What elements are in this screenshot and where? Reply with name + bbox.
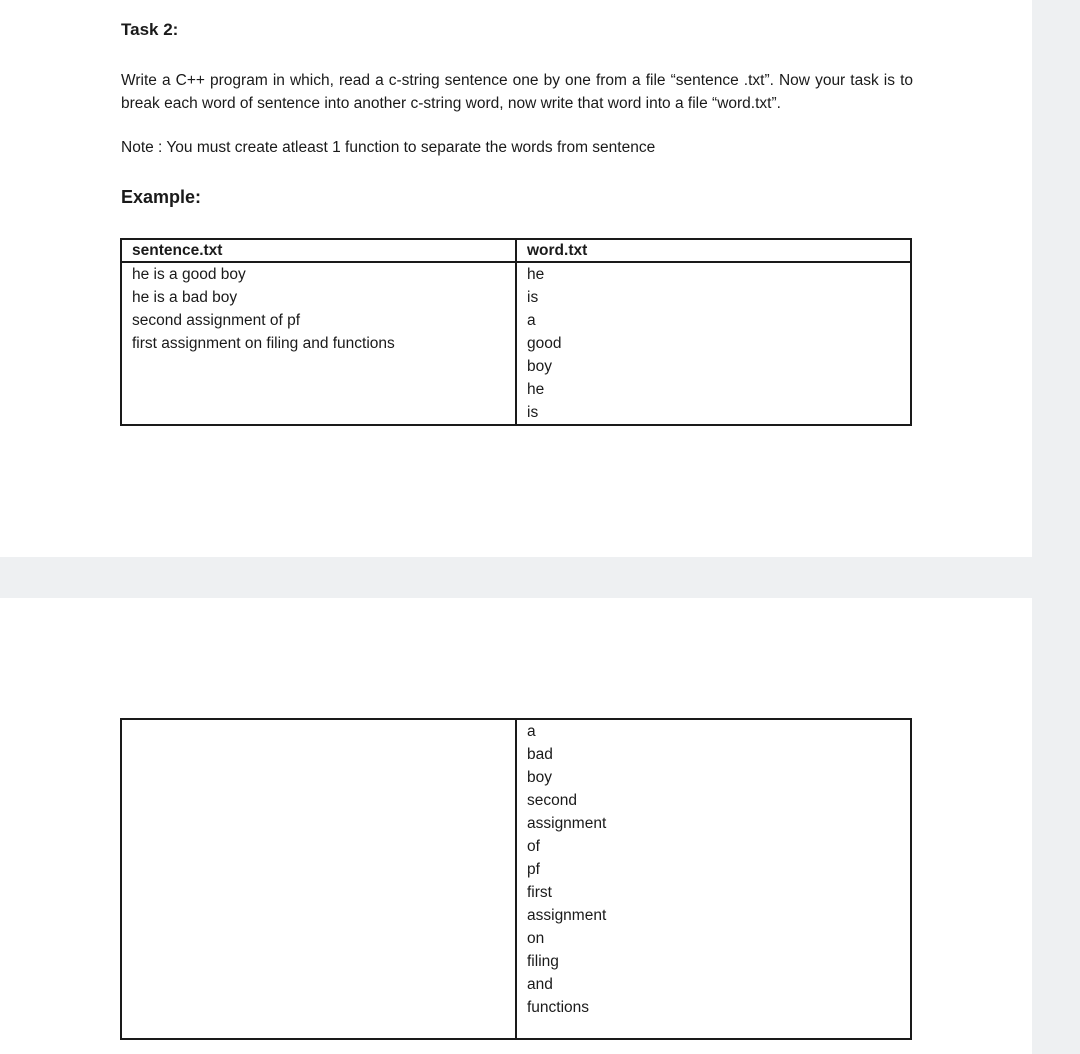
- word-line: and: [527, 976, 553, 993]
- viewer-scrollbar-track[interactable]: [1032, 0, 1080, 1054]
- example-table-continued: [120, 718, 912, 1040]
- word-cell: [516, 719, 911, 1039]
- word-line: on: [527, 930, 545, 947]
- sentence-line: second assignment of pf: [132, 312, 301, 329]
- word-line: second: [527, 792, 577, 809]
- word-column-header: word.txt: [516, 239, 911, 262]
- table-row: [121, 262, 911, 425]
- word-line: of: [527, 838, 540, 855]
- example-table: [120, 238, 912, 426]
- word-cell: [516, 262, 911, 425]
- table-row: [121, 719, 911, 1039]
- table-header-row: [121, 239, 911, 262]
- word-line: a: [527, 723, 536, 740]
- word-line: assignment: [527, 907, 607, 924]
- sentence-line: he is a good boy: [132, 266, 246, 283]
- word-line: a: [527, 312, 536, 329]
- word-line: boy: [527, 358, 552, 375]
- task-note: Note : You must create atleast 1 function to separate the words from sentence: [121, 139, 656, 156]
- word-line: good: [527, 335, 562, 352]
- sentence-cell: [121, 719, 516, 1039]
- word-line: he: [527, 266, 545, 283]
- sentence-line: first assignment on filing and functions: [132, 335, 395, 352]
- word-line: boy: [527, 769, 552, 786]
- word-line: is: [527, 289, 539, 306]
- word-line: he: [527, 381, 545, 398]
- word-line: first: [527, 884, 552, 901]
- sentence-cell: [121, 262, 516, 425]
- word-line: pf: [527, 861, 540, 878]
- task-title: Task 2:: [121, 20, 179, 39]
- sentence-column-header: sentence.txt: [121, 239, 516, 262]
- word-line: functions: [527, 999, 590, 1016]
- task-description: Write a C++ program in which, read a c-string sentence one by one from a file “sentence .txt”. Now your task is to break each word of sentence into another c-string word, now write that word into a file “word.txt”.: [121, 72, 913, 112]
- word-line: filing: [527, 953, 559, 970]
- sentence-line: he is a bad boy: [132, 289, 238, 306]
- example-heading: Example:: [121, 187, 202, 207]
- word-line: is: [527, 404, 539, 421]
- word-line: assignment: [527, 815, 607, 832]
- word-line: bad: [527, 746, 553, 763]
